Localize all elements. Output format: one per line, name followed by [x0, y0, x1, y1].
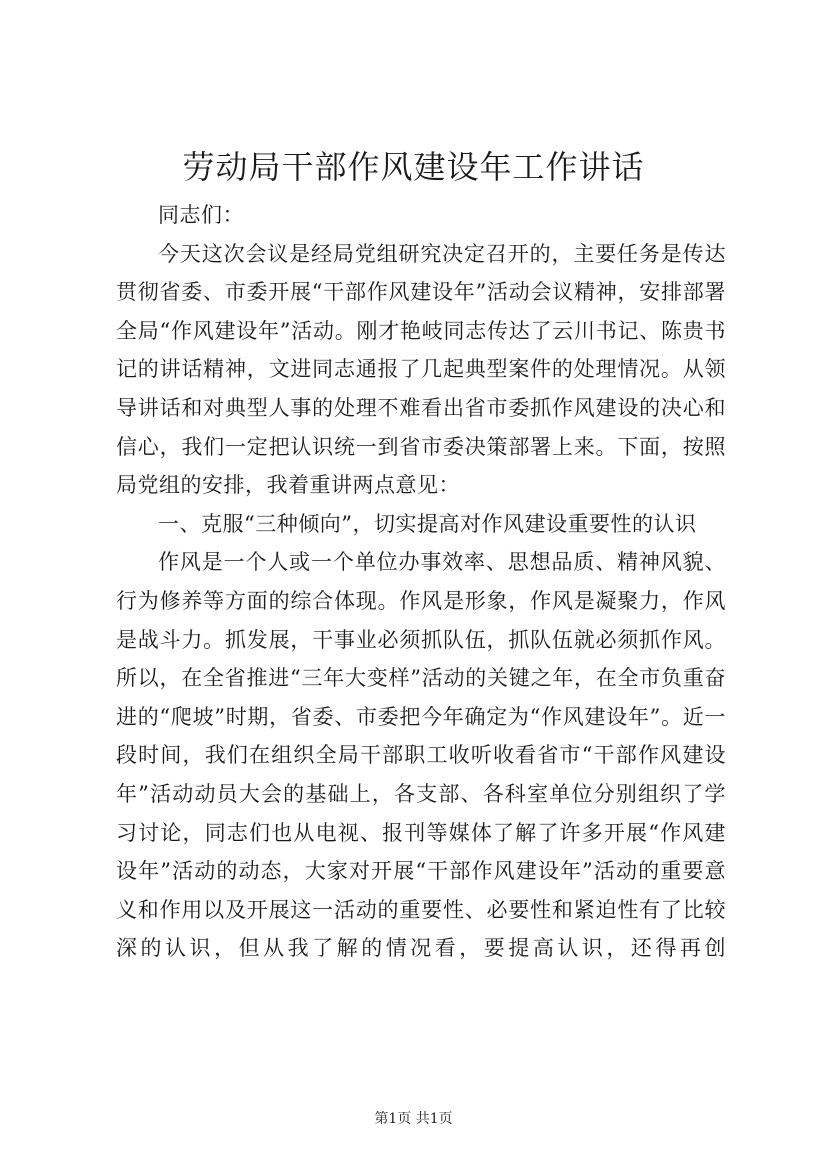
salutation: 同志们： — [158, 203, 244, 227]
document-body — [116, 196, 726, 968]
page-footer: 第1页 共1页 — [374, 1111, 453, 1127]
paragraph-intro: 今天这次会议是经局党组研究决定召开的，主要任务是传达贯彻省委、市委开展“干部作风建设年”活动会议精神，安排部署全局“作风建设年”活动。刚才艳岐同志传达了云川书记、陈贵书记的讲话精神，文进同志通报了几起典型案件的处理情况。从领导讲话和对典型人事的处理不难看出省市委抓作风建设的决心和信心，我们一定把认识统一到省市委决策部署上来。下面，按照局党组的安排，我着重讲两点意见： — [116, 241, 726, 498]
paragraph-section-1: 作风是一个人或一个单位办事效率、思想品质、精神风貌、行为修养等方面的综合体现。作风是形象，作风是凝聚力，作风是战斗力。抓发展，干事业必须抓队伍，抓队伍就必须抓作风。所以，在全省推进“三年大变样”活动的关键之年，在全市负重奋进的“爬坡”时期，省委、市委把今年确定为“作风建设年”。近一段时间，我们在组织全局干部职工收听收看省市“干部作风建设年”活动动员大会的基础上，各支部、各科室单位分别组织了学习讨论，同志们也从电视、报刊等媒体了解了许多开展“作风建设年”活动的动态，大家对开展“干部作风建设年”活动的重要意义和作用以及开展这一活动的重要性、必要性和紧迫性有了比较深的认识，但从我了解的情况看，要提高认识，还得再创 — [116, 550, 726, 961]
document-title: 劳动局干部作风建设年工作讲话 — [182, 148, 645, 186]
section-heading-1: 一、克服“三种倾向”，切实提高对作风建设重要性的认识 — [158, 511, 697, 536]
